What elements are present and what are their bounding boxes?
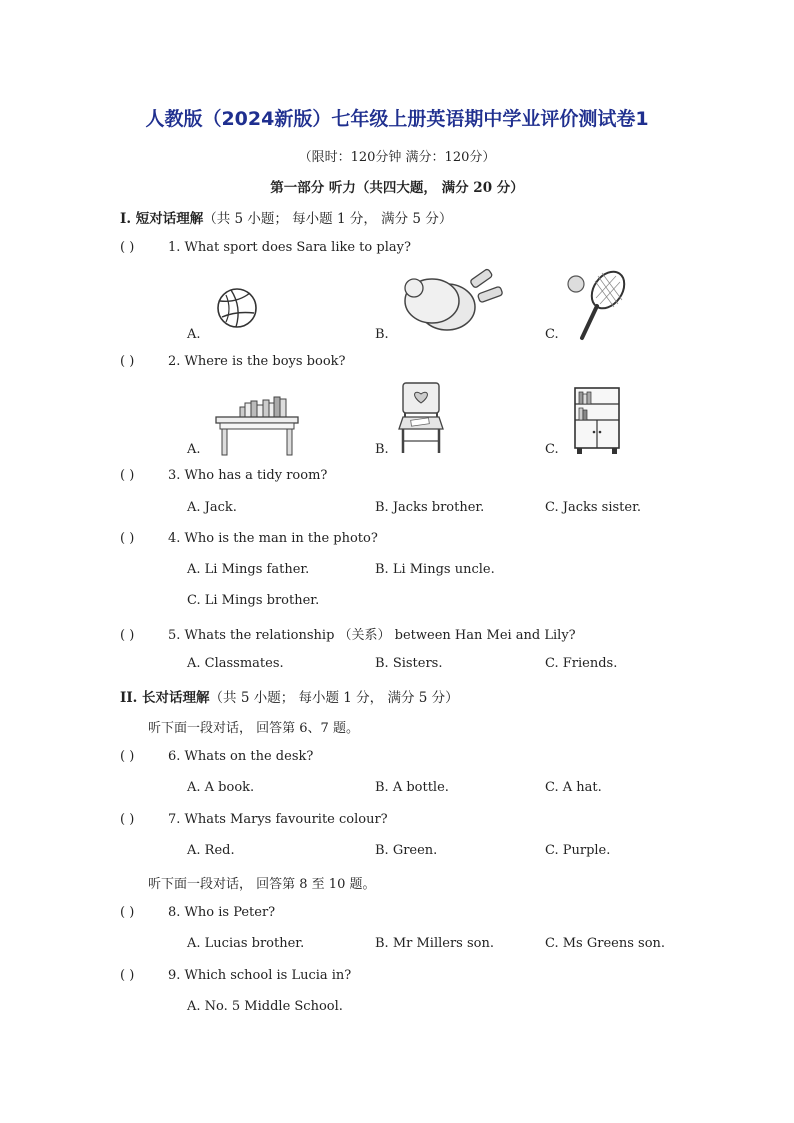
option-c: C. Ms Greens son. xyxy=(545,936,666,951)
question-4 xyxy=(120,531,378,546)
answer-blank[interactable]: ( ) xyxy=(120,749,135,764)
option-c: C. Jacks sister. xyxy=(545,500,642,515)
answer-blank[interactable]: ( ) xyxy=(120,354,135,369)
option-a: A. No. 5 Middle School. xyxy=(187,999,343,1014)
option-a: A. Li Mings father. xyxy=(187,562,310,577)
section-label: I. 短对话理解 xyxy=(120,211,204,227)
option-c: C. Friends. xyxy=(545,656,618,671)
answer-blank[interactable]: ( ) xyxy=(120,628,135,643)
option-c: C. xyxy=(545,442,559,457)
answer-blank[interactable]: ( ) xyxy=(120,531,135,546)
question-text: 6. Whats on the desk? xyxy=(168,749,314,764)
question-text: 8. Who is Peter? xyxy=(168,905,276,920)
part-heading: 第一部分 听力（共四大题， 满分 20 分） xyxy=(270,180,524,196)
books-on-desk-icon xyxy=(214,393,300,457)
option-b: B. A bottle. xyxy=(375,780,449,795)
question-1 xyxy=(120,240,411,255)
option-b: B. Mr Millers son. xyxy=(375,936,494,951)
chair-icon xyxy=(397,381,447,455)
question-text: 9. Which school is Lucia in? xyxy=(168,968,352,983)
instruction-2: 听下面一段对话， 回答第 8 至 10 题。 xyxy=(148,877,376,892)
option-c: C. A hat. xyxy=(545,780,602,795)
section-label: II. 长对话理解 xyxy=(120,690,210,706)
option-b: B. xyxy=(375,442,389,457)
question-text: 5. Whats the relationship （关系） between Han Mei and Lily? xyxy=(168,628,576,643)
time-limit: （限时：120分钟 满分：120分） xyxy=(298,150,496,165)
option-b: B. xyxy=(375,327,389,342)
option-a: A. xyxy=(187,442,201,457)
volleyball-icon xyxy=(216,287,258,329)
question-8 xyxy=(120,905,275,920)
answer-blank[interactable]: ( ) xyxy=(120,968,135,983)
option-a: A. Red. xyxy=(187,843,235,858)
instruction-1: 听下面一段对话， 回答第 6、7 题。 xyxy=(148,721,359,736)
answer-blank[interactable]: ( ) xyxy=(120,240,135,255)
question-3 xyxy=(120,468,327,483)
option-a: A. A book. xyxy=(187,780,255,795)
question-text: 1. What sport does Sara like to play? xyxy=(168,240,411,255)
option-c: C. xyxy=(545,327,559,342)
answer-blank[interactable]: ( ) xyxy=(120,812,135,827)
section-heading-1 xyxy=(120,207,452,227)
option-a: A. Lucias brother. xyxy=(187,936,305,951)
tennis-racket-icon xyxy=(566,268,630,342)
question-text: 3. Who has a tidy room? xyxy=(168,468,328,483)
ping-pong-paddles-icon xyxy=(400,266,505,336)
bookcase-icon xyxy=(573,386,623,456)
question-2 xyxy=(120,354,346,369)
option-b: B. Li Mings uncle. xyxy=(375,562,495,577)
section-heading-2 xyxy=(120,686,459,706)
question-text: 7. Whats Marys favourite colour? xyxy=(168,812,388,827)
answer-blank[interactable]: ( ) xyxy=(120,468,135,483)
option-b: B. Jacks brother. xyxy=(375,500,485,515)
option-c: C. Li Mings brother. xyxy=(187,593,320,608)
option-c: C. Purple. xyxy=(545,843,611,858)
section-detail: （共 5 小题； 每小题 1 分， 满分 5 分） xyxy=(203,211,453,227)
section-detail: （共 5 小题； 每小题 1 分， 满分 5 分） xyxy=(209,690,459,706)
question-text: 2. Where is the boys book? xyxy=(168,354,346,369)
question-text: 4. Who is the man in the photo? xyxy=(168,531,378,546)
option-a: A. xyxy=(187,327,201,342)
option-a: A. Jack. xyxy=(187,500,237,515)
question-9 xyxy=(120,968,351,983)
answer-blank[interactable]: ( ) xyxy=(120,905,135,920)
question-6 xyxy=(120,749,313,764)
question-5 xyxy=(120,624,576,643)
question-7 xyxy=(120,812,388,827)
option-b: B. Sisters. xyxy=(375,656,443,671)
option-b: B. Green. xyxy=(375,843,438,858)
page-title: 人教版（2024新版）七年级上册英语期中学业评价测试卷1 xyxy=(145,108,649,130)
option-a: A. Classmates. xyxy=(187,656,284,671)
